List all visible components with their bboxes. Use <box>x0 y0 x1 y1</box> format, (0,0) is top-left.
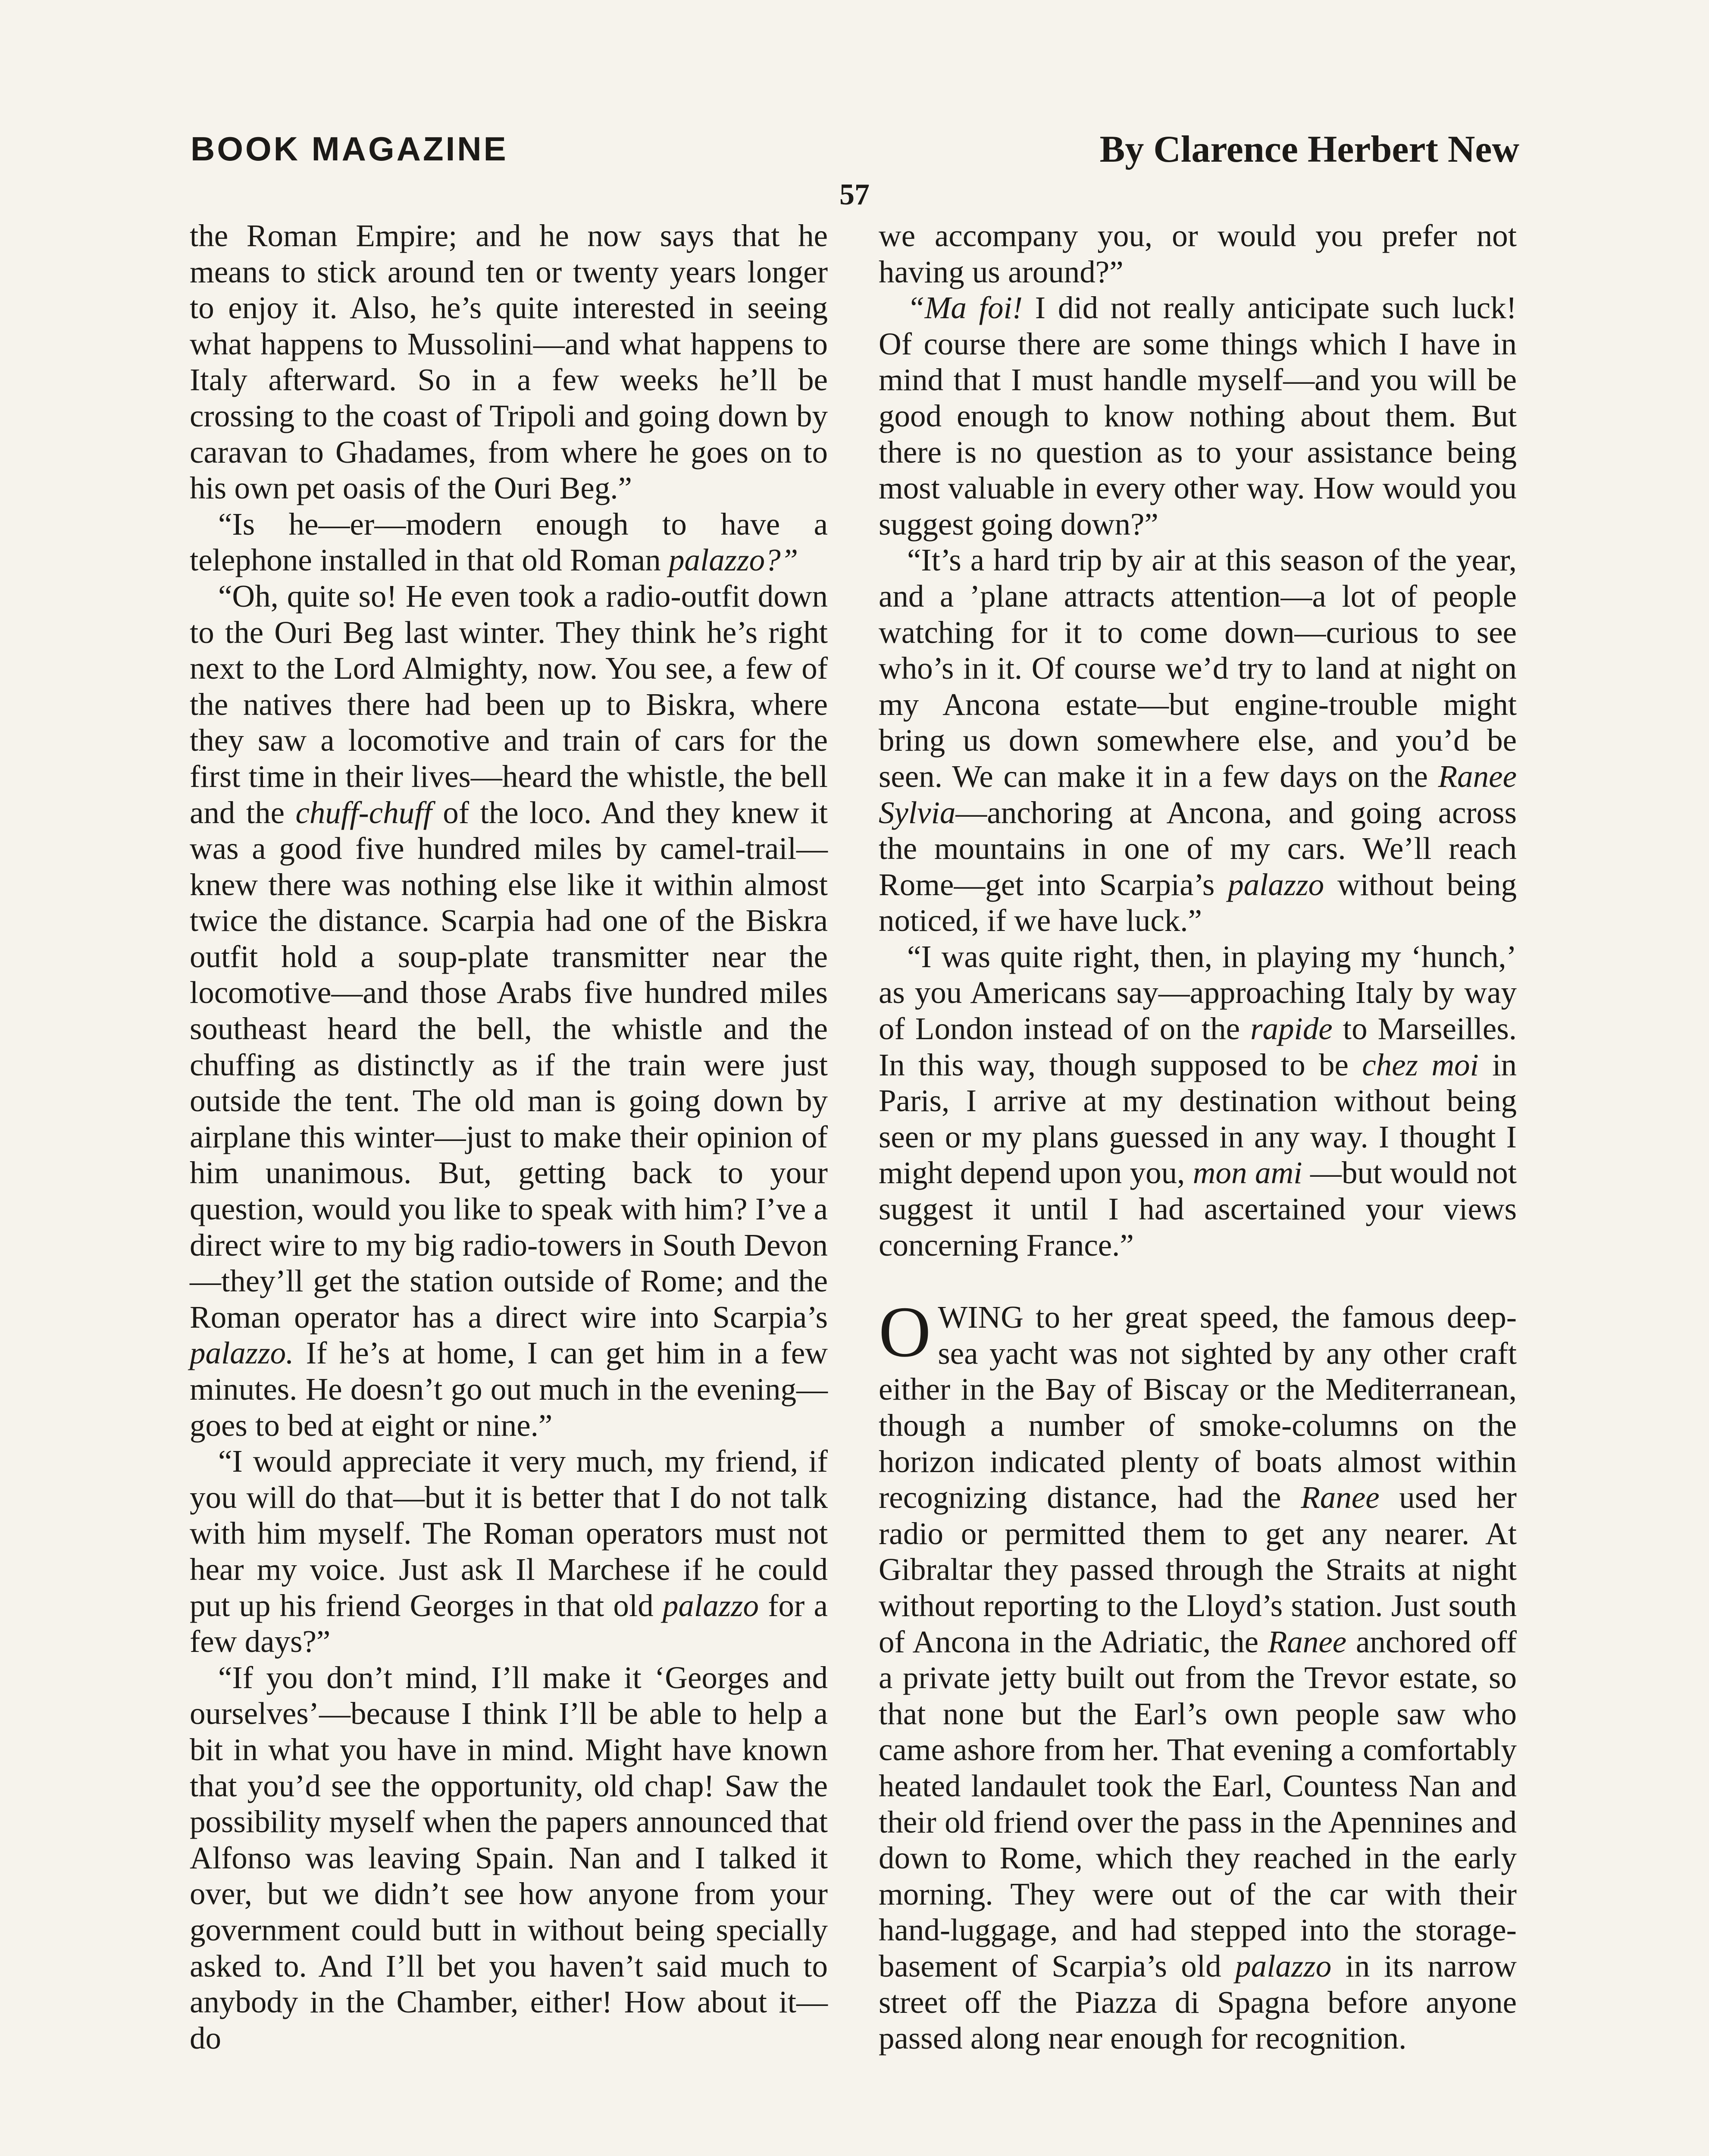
paragraph <box>879 542 1517 939</box>
italic-text: mon ami <box>1193 1155 1302 1191</box>
text-run: we accompany you, or would you prefer not having us around?” <box>879 218 1517 289</box>
text-run: “I was quite right, then, in playing my ‘hunch,’ as you Americans say—approaching Italy by way of London instead of on the <box>879 939 1517 1047</box>
italic-text: palazzo?” <box>669 542 798 578</box>
text-run: used her radio or permitted them to get any nearer. At Gibraltar they passed through the Straits at night without reporting to the Lloyd’s station. Just south of Ancona in the Adriatic, the <box>879 1480 1517 1659</box>
italic-text: palazzo. <box>190 1335 294 1371</box>
page-number: 57 <box>839 178 870 211</box>
italic-text: Ranee <box>1268 1624 1347 1659</box>
text-run: If he’s at home, I can get him in a few minutes. He doesn’t go out much in the evening—goes to bed at eight or nine.” <box>190 1335 828 1443</box>
text-run: “I would appreciate it very much, my friend, if you will do that—but it is better that I do not talk with him myself. The Roman operators must not hear my voice. Just ask Il Marchese if he could put up his friend Georges in that old <box>190 1444 828 1623</box>
text-run: “It’s a hard trip by air at this season of the year, and a ’plane attracts attention—a lot of people watching for it to come down—curious to see who’s in it. Of course we’d try to land at night on my Ancona estate—but engine-trouble might bring us down somewhere else, and you’d be seen. We can make it in a few days on the <box>879 542 1517 794</box>
text-run: of the loco. And they knew it was a good five hundred miles by camel-trail—knew there was nothing else like it within almost twice the distance. Scarpia had one of the Biskra outfit hold a soup-plate transmitter near the locomotive—and those Arabs five hundred miles southeast heard the bell, the whistle and the chuffing as distinctly as if the train were just outside the tent. The old man is going down by airplane this winter—just to make their opinion of him unanimous. But, getting back to your question, would you like to speak with him? I’ve a direct wire to my big radio-towers in South Devon—they’ll get the station outside of Rome; and the Roman operator has a direct wire into Scarpia’s <box>190 795 828 1335</box>
text-run: “Is he—er—modern enough to have a telephone installed in that old Roman <box>190 506 828 578</box>
paragraph <box>879 939 1517 1263</box>
italic-text: Ranee <box>1301 1480 1380 1515</box>
text-run: WING to her great speed, the famous deep-sea yacht was not sighted by any other craft either in the Bay of Biscay or the Mediterranean, though a number of smoke-columns on the horizon indicated plenty of boats almost within recognizing distance, had the <box>879 1300 1517 1515</box>
text-run: in Paris, I arrive at my destination without being seen or my plans guessed in any way. I thought I might depend upon you, <box>879 1047 1517 1191</box>
italic-text: rapide <box>1250 1011 1333 1047</box>
text-run: “If you don’t mind, I’ll make it ‘Georges and ourselves’—because I think I’ll be able to help a bit in what you have in mind. Might have known that you’d see the opportunity, old chap! Saw the possibility myself when the papers announced that Alfonso was leaving Spain. Nan and I talked it over, but we didn’t see how anyone from your government could butt in without being specially asked to. And I’ll bet you haven’t said much to anybody in the Chamber, either! How about it—do <box>190 1660 828 2056</box>
right-text-column <box>879 218 1517 2056</box>
text-run: —but would not suggest it until I had ascertained your views concerning France.” <box>879 1155 1517 1263</box>
text-run: anchored off a private jetty built out from the Trevor estate, so that none but the Earl’s own people saw who came ashore from her. That evening a comfortably heated landaulet took the Earl, Countess Nan and their old friend over the pass in the Apennines and down to Rome, which they reached in the early morning. They were out of the car with their hand-luggage, and had stepped into the storage-basement of Scarpia’s old <box>879 1624 1517 1984</box>
magazine-title: BOOK MAGAZINE <box>191 130 508 168</box>
italic-text: Ranee Sylvia <box>879 758 1517 830</box>
paragraph <box>190 1443 828 1660</box>
paragraph <box>879 218 1517 290</box>
italic-text: palazzo <box>662 1588 759 1623</box>
text-run: —anchoring at Ancona, and going across the mountains in one of my cars. We’ll reach Rome—get into Scarpia’s <box>879 795 1517 902</box>
italic-text: “Ma foi! <box>907 290 1023 326</box>
drop-cap-letter: O <box>879 1292 931 1373</box>
italic-text: chuff-chuff <box>295 795 432 830</box>
text-run: in its narrow street off the Piazza di Spagna before anyone passed along near enough for recognition. <box>879 1948 1517 2056</box>
left-text-column <box>190 218 828 2056</box>
italic-text: chez moi <box>1362 1047 1479 1082</box>
paragraph <box>190 1660 828 2056</box>
text-run: “Oh, quite so! He even took a radio-outfit down to the Ouri Beg last winter. They think he’s right next to the Lord Almighty, now. You see, a few of the natives there had been up to Biskra, where they saw a locomotive and train of cars for the first time in their lives—heard the whistle, the bell and the <box>190 578 828 830</box>
paragraph <box>190 506 828 578</box>
author-byline: By Clarence Herbert New <box>1099 128 1519 170</box>
italic-text: palazzo <box>1228 867 1324 902</box>
text-run: without being noticed, if we have luck.” <box>879 867 1517 938</box>
section-opening-paragraph <box>879 1292 1517 2056</box>
text-run: I did not really anticipate such luck! Of course there are some things which I have in mind that I must handle myself—and you will be good enough to know nothing about them. But there is no question as to your assistance being most valuable in every other way. How would you suggest going down?” <box>879 290 1517 542</box>
paragraph <box>190 218 828 506</box>
text-run: the Roman Empire; and he now says that he means to stick around ten or twenty years longer to enjoy it. Also, he’s quite interested in seeing what happens to Mussolini—and what happens to Italy afterward. So in a few weeks he’ll be crossing to the coast of Tripoli and going down by caravan to Ghadames, from where he goes on to his own pet oasis of the Ouri Beg.” <box>190 218 828 506</box>
paragraph <box>190 578 828 1443</box>
paragraph <box>879 290 1517 542</box>
text-run: to Marseilles. In this way, though supposed to be <box>879 1011 1517 1082</box>
italic-text: palazzo <box>1235 1948 1332 1984</box>
text-run: for a few days?” <box>190 1588 828 1659</box>
